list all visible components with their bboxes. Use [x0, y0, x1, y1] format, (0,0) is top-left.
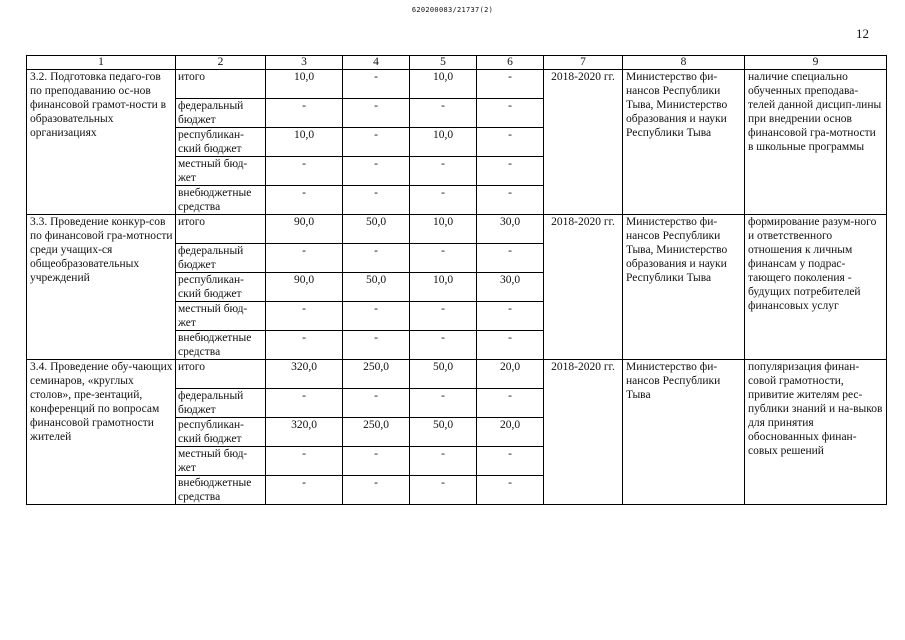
funding-source: республикан-ский бюджет [176, 418, 266, 447]
column-header: 6 [477, 56, 544, 70]
funding-amount: - [477, 70, 544, 99]
funding-amount: - [266, 447, 343, 476]
funding-amount: - [410, 186, 477, 215]
funding-amount: - [477, 244, 544, 273]
funding-amount: - [343, 128, 410, 157]
implementation-period: 2018-2020 гг. [544, 70, 623, 215]
program-table [26, 55, 887, 505]
task-description: 3.3. Проведение конкур-сов по финансовой гра-мотности среди учащих-ся общеобразовательных учреждений [27, 215, 176, 360]
column-header: 8 [623, 56, 745, 70]
funding-amount: - [266, 331, 343, 360]
funding-source: итого [176, 215, 266, 244]
funding-amount: 50,0 [343, 215, 410, 244]
funding-source: внебюджетные средства [176, 186, 266, 215]
funding-amount: - [343, 244, 410, 273]
funding-amount: - [477, 331, 544, 360]
funding-amount: 50,0 [410, 418, 477, 447]
funding-amount: 20,0 [477, 360, 544, 389]
funding-amount: - [343, 302, 410, 331]
funding-amount: - [343, 99, 410, 128]
funding-amount: - [343, 70, 410, 99]
responsible-executor: Министерство фи-нансов Республики Тыва [623, 360, 745, 505]
implementation-period: 2018-2020 гг. [544, 215, 623, 360]
funding-amount: 10,0 [266, 70, 343, 99]
funding-amount: 10,0 [410, 128, 477, 157]
document-id: 620200083/21737(2) [411, 6, 494, 14]
expected-result: популяризация финан-совой грамотности, привитие жителям рес-публики знаний и на-выков для принятия обоснованных финан-совых решений [745, 360, 887, 505]
funding-amount: 50,0 [343, 273, 410, 302]
funding-source: местный бюд-жет [176, 447, 266, 476]
table-body [27, 70, 887, 505]
column-header: 7 [544, 56, 623, 70]
funding-amount: 10,0 [410, 273, 477, 302]
funding-source: местный бюд-жет [176, 302, 266, 331]
funding-source: итого [176, 70, 266, 99]
funding-amount: - [343, 447, 410, 476]
funding-source: итого [176, 360, 266, 389]
funding-amount: - [343, 157, 410, 186]
funding-amount: 250,0 [343, 360, 410, 389]
funding-amount: - [410, 244, 477, 273]
funding-amount: - [266, 302, 343, 331]
responsible-executor: Министерство фи-нансов Республики Тыва, Министерство образования и науки Республики Тыва [623, 70, 745, 215]
table-row [27, 360, 887, 389]
table-row [27, 215, 887, 244]
funding-amount: 20,0 [477, 418, 544, 447]
funding-amount: 90,0 [266, 273, 343, 302]
funding-amount: - [410, 331, 477, 360]
funding-amount: - [343, 476, 410, 505]
funding-source: внебюджетные средства [176, 476, 266, 505]
funding-source: федеральный бюджет [176, 389, 266, 418]
funding-amount: - [410, 476, 477, 505]
implementation-period: 2018-2020 гг. [544, 360, 623, 505]
funding-amount: - [477, 447, 544, 476]
funding-amount: - [410, 447, 477, 476]
funding-amount: - [477, 99, 544, 128]
funding-amount: 10,0 [410, 70, 477, 99]
funding-amount: - [410, 389, 477, 418]
funding-amount: - [266, 244, 343, 273]
funding-amount: - [477, 476, 544, 505]
task-description: 3.4. Проведение обу-чающих семинаров, «круглых столов», пре-зентаций, конференций по вопросам финансовой грамотности жителей [27, 360, 176, 505]
column-header: 2 [176, 56, 266, 70]
funding-amount: - [266, 186, 343, 215]
funding-amount: 320,0 [266, 418, 343, 447]
funding-amount: - [477, 157, 544, 186]
task-description: 3.2. Подготовка педаго-гов по преподаванию ос-нов финансовой грамот-ности в образовательных организациях [27, 70, 176, 215]
funding-amount: - [477, 128, 544, 157]
funding-amount: 10,0 [410, 215, 477, 244]
funding-amount: 50,0 [410, 360, 477, 389]
funding-amount: - [266, 99, 343, 128]
funding-amount: 90,0 [266, 215, 343, 244]
funding-source: федеральный бюджет [176, 244, 266, 273]
funding-amount: - [410, 302, 477, 331]
funding-source: местный бюд-жет [176, 157, 266, 186]
column-header: 3 [266, 56, 343, 70]
funding-amount: - [477, 186, 544, 215]
funding-source: внебюджетные средства [176, 331, 266, 360]
column-header: 4 [343, 56, 410, 70]
expected-result: формирование разум-ного и ответственного отношения к личным финансам у подрас-тающего поколения - будущих потребителей финансовых услуг [745, 215, 887, 360]
funding-amount: - [410, 157, 477, 186]
page-number: 12 [856, 26, 869, 41]
funding-amount: - [410, 99, 477, 128]
funding-amount: - [343, 389, 410, 418]
funding-amount: 250,0 [343, 418, 410, 447]
responsible-executor: Министерство фи-нансов Республики Тыва, Министерство образования и науки Республики Тыва [623, 215, 745, 360]
funding-amount: - [477, 389, 544, 418]
funding-amount: - [266, 389, 343, 418]
column-header: 1 [27, 56, 176, 70]
funding-amount: - [343, 331, 410, 360]
funding-amount: - [266, 476, 343, 505]
funding-amount: 30,0 [477, 215, 544, 244]
funding-source: республикан-ский бюджет [176, 273, 266, 302]
expected-result: наличие специально обученных преподава-телей данной дисцип-лины при внедрении основ финансовой гра-мотности в школьные программы [745, 70, 887, 215]
funding-source: республикан-ский бюджет [176, 128, 266, 157]
column-header: 9 [745, 56, 887, 70]
funding-amount: - [266, 157, 343, 186]
table-row [27, 70, 887, 99]
funding-amount: 320,0 [266, 360, 343, 389]
header-row [27, 56, 887, 70]
funding-amount: - [343, 186, 410, 215]
funding-amount: - [477, 302, 544, 331]
funding-amount: 10,0 [266, 128, 343, 157]
column-header: 5 [410, 56, 477, 70]
funding-amount: 30,0 [477, 273, 544, 302]
funding-source: федеральный бюджет [176, 99, 266, 128]
